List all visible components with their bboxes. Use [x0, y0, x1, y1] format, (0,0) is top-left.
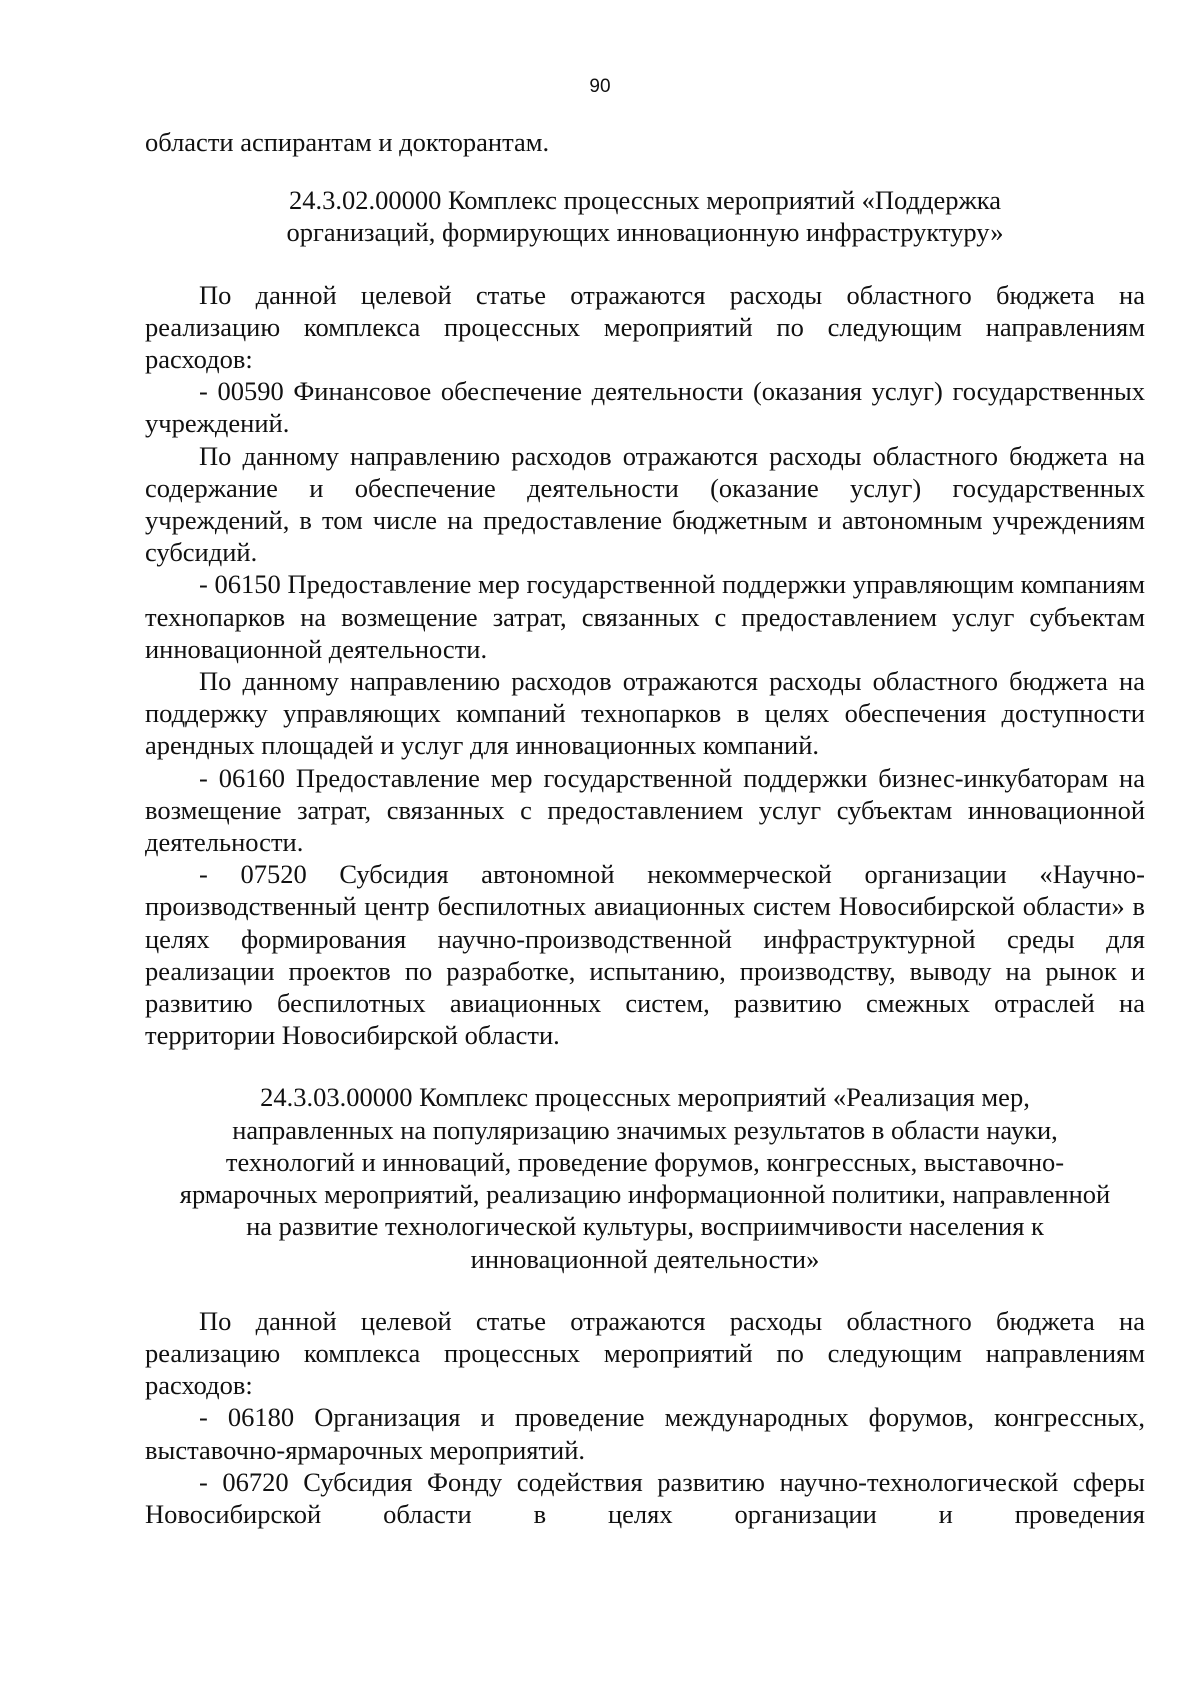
- section-heading-24-3-02: [145, 184, 1145, 248]
- paragraph: По данному направлению расходов отражаются расходы областного бюджета на поддержку управляющих компаний технопарков в целях обеспечения доступности арендных площадей и услуг для инновационных компаний.: [145, 666, 1145, 761]
- heading-line: ярмарочных мероприятий, реализацию информационной политики, направленной: [179, 1179, 1111, 1210]
- paragraph-item-06720: - 06720 Субсидия Фонду содействия развитию научно-технологической сферы Новосибирской области в целях организации и проведения: [145, 1466, 1145, 1529]
- paragraph-item-06150: - 06150 Предоставление мер государственной поддержки управляющим компаниям технопарков на возмещение затрат, связанных с предоставлением услуг субъектам инновационной деятельности.: [145, 569, 1145, 664]
- heading-line: 24.3.02.00000 Комплекс процессных мероприятий «Поддержка: [288, 185, 1002, 216]
- heading-line: на развитие технологической культуры, восприимчивости населения к: [246, 1211, 1044, 1242]
- section-heading-24-3-03: [145, 1081, 1145, 1274]
- page-number: 90: [589, 76, 611, 97]
- heading-line: организаций, формирующих инновационную инфраструктуру»: [286, 217, 1004, 248]
- paragraph-intro: области аспирантам и докторантам.: [145, 127, 550, 157]
- heading-line: 24.3.03.00000 Комплекс процессных мероприятий «Реализация мер,: [260, 1082, 1030, 1113]
- heading-line: технологий и инноваций, проведение форумов, конгрессных, выставочно-: [225, 1146, 1065, 1177]
- paragraph-item-00590: - 00590 Финансовое обеспечение деятельности (оказания услуг) государственных учреждений.: [145, 376, 1145, 439]
- paragraph-item-06160: - 06160 Предоставление мер государственной поддержки бизнес-инкубаторам на возмещение затрат, связанных с предоставлением услуг субъектам инновационной деятельности.: [145, 762, 1145, 858]
- paragraph: По данной целевой статье отражаются расходы областного бюджета на реализацию комплекса процессных мероприятий по следующим направлениям расходов:: [145, 1305, 1145, 1401]
- paragraph-item-07520: - 07520 Субсидия автономной некоммерческой организации «Научно-производственный центр беспилотных авиационных систем Новосибирской области» в целях формирования научно-производственной инфраструктурной среды для реализации проектов по разработке, испытанию, производству, выводу на рынок и развитию беспилотных авиационных систем, развитию смежных отраслей на территории Новосибирской области.: [145, 859, 1145, 1051]
- heading-line: направленных на популяризацию значимых результатов в области науки,: [232, 1114, 1058, 1145]
- paragraph: По данной целевой статье отражаются расходы областного бюджета на реализацию комплекса процессных мероприятий по следующим направлениям расходов:: [145, 279, 1145, 375]
- paragraph: По данному направлению расходов отражаются расходы областного бюджета на содержание и обеспечение деятельности (оказание услуг) государственных учреждений, в том числе на предоставление бюджетным и автономным учреждениям субсидий.: [145, 440, 1145, 568]
- paragraph-item-06180: - 06180 Организация и проведение международных форумов, конгрессных, выставочно-ярмарочных мероприятий.: [145, 1402, 1145, 1465]
- document-body: [145, 126, 1145, 1530]
- heading-line: инновационной деятельности»: [470, 1243, 820, 1274]
